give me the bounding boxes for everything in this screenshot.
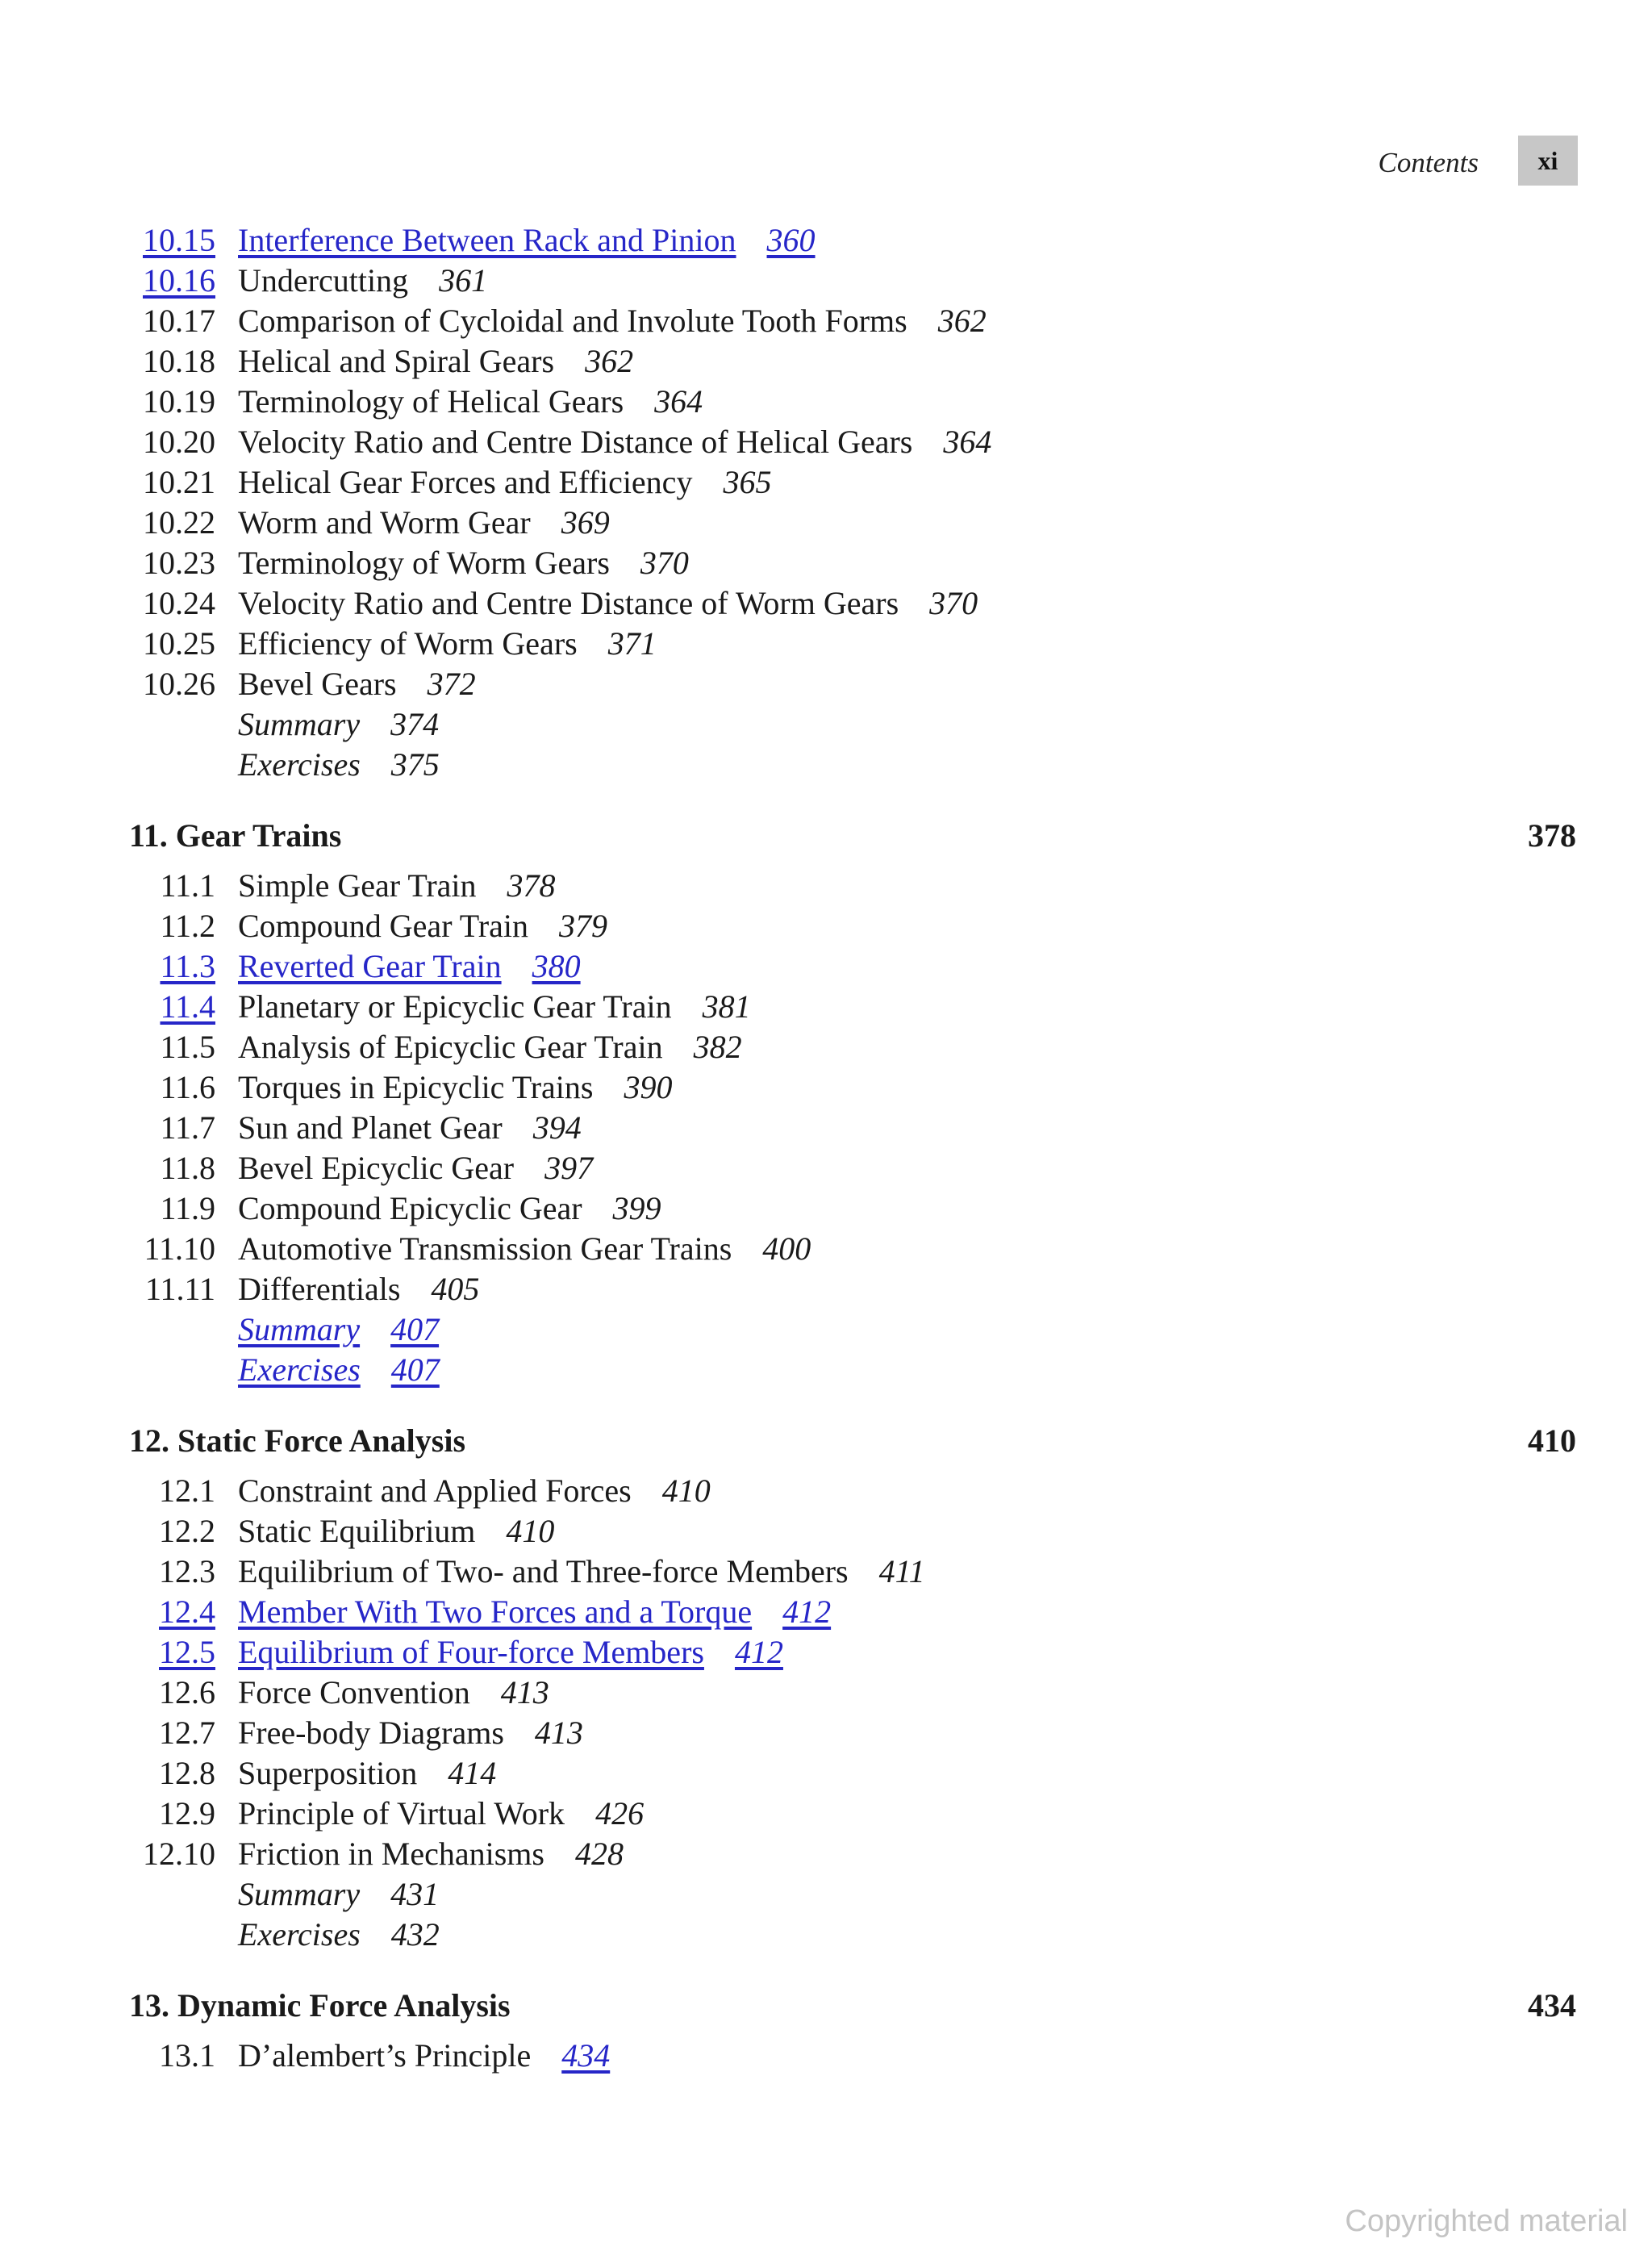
section-number: 12.9 bbox=[159, 1795, 215, 1832]
toc-entry bbox=[238, 1230, 811, 1267]
section-number: 10.24 bbox=[143, 585, 215, 621]
section-number[interactable]: 10.16 bbox=[143, 262, 215, 299]
toc-entry bbox=[238, 262, 488, 299]
running-header-title: Contents bbox=[1378, 147, 1479, 178]
entry-title: Exercises bbox=[238, 746, 361, 783]
toc-entry bbox=[238, 1071, 673, 1104]
entry-title: Interference Between Rack and Pinion bbox=[238, 222, 736, 258]
section-number: 12.8 bbox=[159, 1755, 215, 1791]
entry-title: Helical and Spiral Gears bbox=[238, 343, 555, 379]
entry-page-number[interactable]: 434 bbox=[561, 2037, 611, 2074]
section-number: 11.2 bbox=[160, 908, 215, 944]
entry-title: Compound Gear Train bbox=[238, 908, 528, 944]
entry-page-number: 360 bbox=[766, 222, 816, 258]
section-number: 10.18 bbox=[143, 343, 215, 379]
entry-title: Undercutting bbox=[238, 262, 409, 299]
section-number: 12.6 bbox=[159, 1674, 215, 1710]
toc-entry bbox=[238, 1031, 742, 1063]
section-number: 12.7 bbox=[159, 1715, 215, 1751]
entry-page-number: 375 bbox=[390, 746, 440, 783]
toc-entry bbox=[238, 1472, 711, 1509]
toc-entry[interactable] bbox=[238, 224, 816, 257]
entry-title: Exercises bbox=[238, 1916, 361, 1953]
entry-page-number: 390 bbox=[624, 1069, 673, 1105]
entry-page-number: 410 bbox=[506, 1513, 555, 1549]
toc-entry[interactable] bbox=[238, 950, 581, 983]
toc-entry bbox=[238, 1878, 439, 1911]
entry-page-number: 372 bbox=[427, 666, 476, 702]
section-number: 11.11 bbox=[144, 1271, 215, 1307]
toc-entry[interactable] bbox=[238, 1636, 783, 1669]
entry-title: Static Equilibrium bbox=[238, 1513, 476, 1549]
entry-page-number: 370 bbox=[929, 585, 978, 621]
section-number: 11.7 bbox=[160, 1109, 215, 1146]
entry-page-number: 379 bbox=[559, 908, 607, 944]
entry-page-number: 410 bbox=[661, 1472, 711, 1509]
copyright-watermark: Copyrighted material bbox=[1345, 2204, 1628, 2238]
entry-title: Superposition bbox=[238, 1755, 418, 1791]
entry-title: Member With Two Forces and a Torque bbox=[238, 1593, 753, 1630]
toc-entry bbox=[238, 708, 439, 741]
toc-entry bbox=[238, 746, 440, 783]
section-number: 11.6 bbox=[160, 1069, 215, 1105]
toc-entry bbox=[238, 910, 607, 942]
entry-page-number: 414 bbox=[448, 1755, 497, 1791]
toc-entry bbox=[238, 1674, 549, 1710]
entry-title: Worm and Worm Gear bbox=[238, 504, 531, 541]
entry-page-number: 412 bbox=[734, 1634, 783, 1670]
toc-entry bbox=[238, 426, 991, 458]
toc-entry[interactable] bbox=[238, 1351, 440, 1388]
entry-page-number: 407 bbox=[390, 1351, 440, 1388]
section-number: 11.10 bbox=[144, 1230, 215, 1267]
toc-entry bbox=[238, 1152, 593, 1184]
entry-title: Force Convention bbox=[238, 1674, 470, 1710]
toc-entry bbox=[238, 1192, 661, 1225]
entry-page-number: 394 bbox=[532, 1109, 582, 1146]
toc-entry bbox=[238, 547, 689, 579]
entry-title: Simple Gear Train bbox=[238, 867, 477, 904]
entry-title: Planetary or Epicyclic Gear Train bbox=[238, 988, 672, 1025]
entry-page-number: 361 bbox=[439, 262, 488, 299]
entry-title: D’alembert’s Principle bbox=[238, 2037, 532, 2074]
entry-page-number: 362 bbox=[937, 303, 987, 339]
entry-title: Differentials bbox=[238, 1271, 401, 1307]
page-folio: xi bbox=[1518, 136, 1578, 186]
entry-title: Comparison of Cycloidal and Involute Tooth Forms bbox=[238, 303, 907, 339]
section-number[interactable]: 11.4 bbox=[160, 988, 215, 1025]
section-number: 10.26 bbox=[143, 666, 215, 702]
section-number: 11.8 bbox=[160, 1150, 215, 1186]
entry-page-number: 397 bbox=[544, 1150, 594, 1186]
section-number: 10.23 bbox=[143, 545, 215, 581]
toc-entry bbox=[238, 466, 771, 499]
section-number: 10.20 bbox=[143, 424, 215, 460]
entry-page-number: 413 bbox=[500, 1674, 549, 1710]
toc-entry bbox=[238, 1916, 440, 1953]
toc-entry bbox=[238, 1757, 496, 1790]
section-number: 12.10 bbox=[143, 1836, 215, 1872]
toc-entry[interactable] bbox=[238, 1593, 832, 1630]
entry-title: Equilibrium of Two- and Three-force Members bbox=[238, 1553, 849, 1589]
entry-page-number: 411 bbox=[878, 1553, 925, 1589]
entry-page-number: 428 bbox=[574, 1836, 624, 1872]
entry-page-number: 432 bbox=[390, 1916, 440, 1953]
entry-title: Terminology of Worm Gears bbox=[238, 545, 610, 581]
section-number: 12.1 bbox=[159, 1472, 215, 1509]
section-number: 10.19 bbox=[143, 383, 215, 420]
section-number[interactable]: 11.3 bbox=[160, 948, 215, 984]
section-number: 10.21 bbox=[143, 464, 215, 500]
toc-entry bbox=[238, 1795, 645, 1832]
toc-entry bbox=[238, 1838, 624, 1870]
toc-entry bbox=[238, 504, 610, 541]
entry-page-number: 431 bbox=[390, 1876, 440, 1912]
entry-title: Summary bbox=[238, 1876, 361, 1912]
entry-title: Torques in Epicyclic Trains bbox=[238, 1069, 594, 1105]
toc-entry bbox=[238, 867, 556, 904]
chapter-heading: 11. Gear Trains bbox=[129, 817, 342, 854]
entry-page-number: 405 bbox=[431, 1271, 480, 1307]
entry-title: Sun and Planet Gear bbox=[238, 1109, 503, 1146]
section-number: 12.2 bbox=[159, 1513, 215, 1549]
toc-entry bbox=[238, 1515, 554, 1548]
toc-entry bbox=[238, 668, 476, 700]
entry-page-number: 382 bbox=[693, 1029, 742, 1065]
entry-page-number: 413 bbox=[534, 1715, 583, 1751]
section-number: 12.3 bbox=[159, 1553, 215, 1589]
section-number[interactable]: 12.4 bbox=[159, 1593, 215, 1630]
entry-title: Equilibrium of Four-force Members bbox=[238, 1634, 704, 1670]
section-number[interactable]: 10.15 bbox=[143, 222, 215, 258]
section-number: 11.5 bbox=[160, 1029, 215, 1065]
entry-page-number: 378 bbox=[507, 867, 556, 904]
section-number: 10.22 bbox=[143, 504, 215, 541]
entry-title: Summary bbox=[238, 1311, 361, 1347]
entry-title: Velocity Ratio and Centre Distance of Helical Gears bbox=[238, 424, 913, 460]
entry-page-number: 371 bbox=[607, 625, 657, 662]
section-number: 10.17 bbox=[143, 303, 215, 339]
toc-entry bbox=[238, 988, 751, 1025]
chapter-page-number: 434 bbox=[1528, 1987, 1576, 2024]
toc-entry bbox=[238, 1717, 583, 1749]
entry-title: Principle of Virtual Work bbox=[238, 1795, 565, 1832]
entry-title: Friction in Mechanisms bbox=[238, 1836, 544, 1872]
entry-page-number: 407 bbox=[390, 1311, 440, 1347]
entry-page-number: 364 bbox=[943, 424, 992, 460]
entry-title: Automotive Transmission Gear Trains bbox=[238, 1230, 732, 1267]
entry-page-number: 374 bbox=[390, 706, 440, 742]
section-number: 11.9 bbox=[160, 1190, 215, 1226]
toc-entry bbox=[238, 345, 633, 378]
toc-entry bbox=[238, 305, 987, 337]
entry-page-number: 369 bbox=[561, 504, 610, 541]
entry-title: Free-body Diagrams bbox=[238, 1715, 504, 1751]
toc-entry bbox=[238, 383, 703, 420]
entry-page-number: 365 bbox=[723, 464, 772, 500]
entry-page-number: 399 bbox=[612, 1190, 661, 1226]
toc-entry bbox=[238, 2037, 611, 2074]
entry-title: Efficiency of Worm Gears bbox=[238, 625, 578, 662]
entry-page-number: 380 bbox=[532, 948, 581, 984]
toc-entry bbox=[238, 1273, 479, 1305]
entry-title: Analysis of Epicyclic Gear Train bbox=[238, 1029, 663, 1065]
entry-title: Summary bbox=[238, 706, 361, 742]
entry-title: Bevel Gears bbox=[238, 666, 397, 702]
entry-page-number: 412 bbox=[782, 1593, 832, 1630]
section-number: 13.1 bbox=[159, 2037, 215, 2074]
entry-title: Velocity Ratio and Centre Distance of Worm Gears bbox=[238, 585, 899, 621]
entry-title: Compound Epicyclic Gear bbox=[238, 1190, 582, 1226]
toc-entry bbox=[238, 625, 657, 662]
section-number: 11.1 bbox=[160, 867, 215, 904]
entry-title: Bevel Epicyclic Gear bbox=[238, 1150, 515, 1186]
section-number[interactable]: 12.5 bbox=[159, 1634, 215, 1670]
entry-page-number: 364 bbox=[654, 383, 703, 420]
section-number: 10.25 bbox=[143, 625, 215, 662]
toc-entry bbox=[238, 1553, 925, 1589]
entry-page-number: 381 bbox=[702, 988, 751, 1025]
entry-page-number: 370 bbox=[640, 545, 689, 581]
entry-page-number: 400 bbox=[762, 1230, 811, 1267]
toc-entry bbox=[238, 587, 978, 620]
entry-title: Exercises bbox=[238, 1351, 361, 1388]
toc-entry[interactable] bbox=[238, 1311, 440, 1347]
entry-title: Reverted Gear Train bbox=[238, 948, 502, 984]
entry-title: Helical Gear Forces and Efficiency bbox=[238, 464, 693, 500]
chapter-heading: 12. Static Force Analysis bbox=[129, 1422, 466, 1459]
entry-title: Terminology of Helical Gears bbox=[238, 383, 624, 420]
chapter-page-number: 410 bbox=[1528, 1422, 1576, 1459]
chapter-heading: 13. Dynamic Force Analysis bbox=[129, 1987, 511, 2024]
toc-entry bbox=[238, 1109, 582, 1146]
entry-page-number: 426 bbox=[595, 1795, 645, 1832]
entry-title: Constraint and Applied Forces bbox=[238, 1472, 632, 1509]
chapter-page-number: 378 bbox=[1528, 817, 1576, 854]
entry-page-number: 362 bbox=[585, 343, 634, 379]
running-header bbox=[0, 136, 1652, 192]
